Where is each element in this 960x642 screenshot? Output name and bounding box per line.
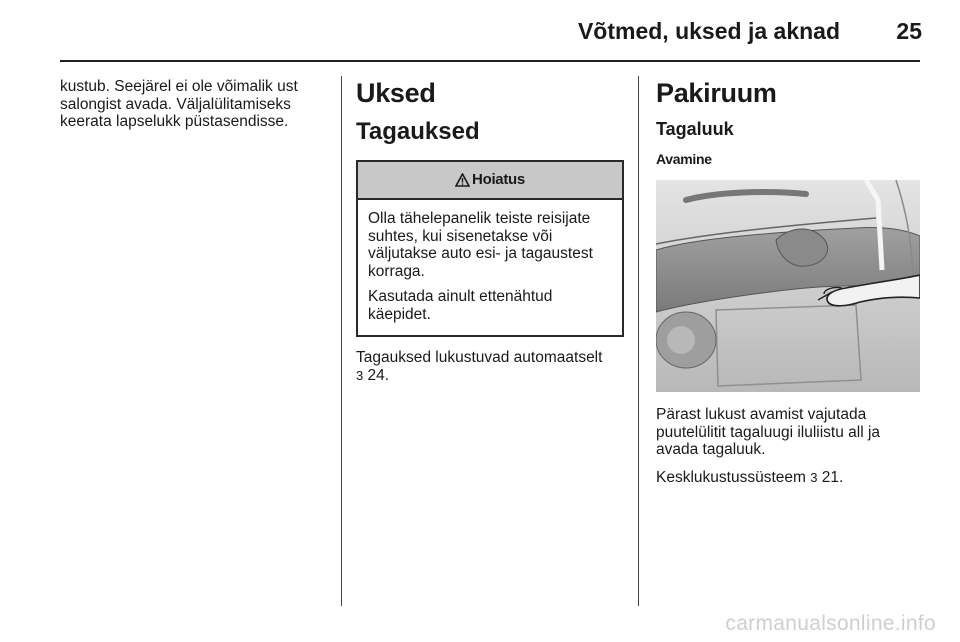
paragraph-line: Pärast lukust avamist vajutada: [656, 406, 867, 423]
col1-line: kustub. Seejärel ei ole võimalik ust: [60, 78, 298, 95]
tagaluuk-paragraph: [656, 406, 920, 459]
warning-triangle-icon: [455, 173, 470, 187]
warning-paragraph-2: [368, 288, 612, 323]
page-reference[interactable]: [810, 469, 843, 486]
warning-line: Olla tähelepanelik teiste reisijate: [368, 210, 591, 227]
paragraph-line: Tagauksed lukustuvad automaatselt: [356, 349, 603, 366]
col1-line: keerata lapselukk püstasendisse.: [60, 113, 289, 130]
column-3: [656, 78, 920, 496]
warning-header: [358, 162, 622, 200]
reference-page: 21.: [817, 468, 844, 486]
reference-page: 24.: [363, 366, 390, 384]
page-reference[interactable]: [356, 367, 389, 384]
column-1: [60, 78, 330, 131]
col1-line: salongist avada. Väljalülitamiseks: [60, 95, 291, 113]
cross-reference-icon: 3: [356, 367, 364, 383]
subsubheading-avamine: Avamine: [656, 151, 712, 167]
column-divider-2: [638, 76, 639, 606]
watermark: carmanualsonline.info: [725, 612, 936, 635]
column-divider-1: [341, 76, 342, 606]
page-number: 25: [896, 18, 922, 44]
section-heading-pakiruum: Pakiruum: [656, 78, 777, 108]
paragraph-line: puutelülitit tagaluugi iluliistu all ja: [656, 423, 881, 441]
warning-line: käepidet.: [368, 305, 431, 323]
reference-text: Kesklukustussüsteem: [656, 468, 811, 486]
warning-title: Hoiatus: [472, 171, 525, 189]
tagauksed-paragraph: [356, 349, 624, 384]
column-2: [356, 78, 624, 394]
paragraph-line: avada tagaluuk.: [656, 441, 766, 458]
subheading-tagauksed: Tagauksed: [356, 118, 480, 145]
warning-line: väljutakse auto esi- ja tagaustest: [368, 245, 593, 262]
header-rule: [60, 60, 920, 62]
warning-line: Kasutada ainult ettenähtud: [368, 288, 553, 305]
warning-body: [358, 200, 622, 335]
warning-line: korraga.: [368, 262, 425, 280]
page-header-title: Võtmed, uksed ja aknad: [577, 18, 840, 44]
warning-paragraph-1: [368, 210, 612, 280]
subheading-tagaluuk: Tagaluuk: [656, 119, 734, 139]
warning-box: [356, 160, 624, 337]
cross-reference-icon: 3: [810, 469, 818, 485]
section-heading-uksed: Uksed: [356, 78, 436, 108]
warning-line: suhtes, kui sisenetakse või: [368, 227, 553, 245]
kesklukustus-reference: [656, 469, 920, 487]
tailgate-hand-illustration: [656, 180, 920, 392]
